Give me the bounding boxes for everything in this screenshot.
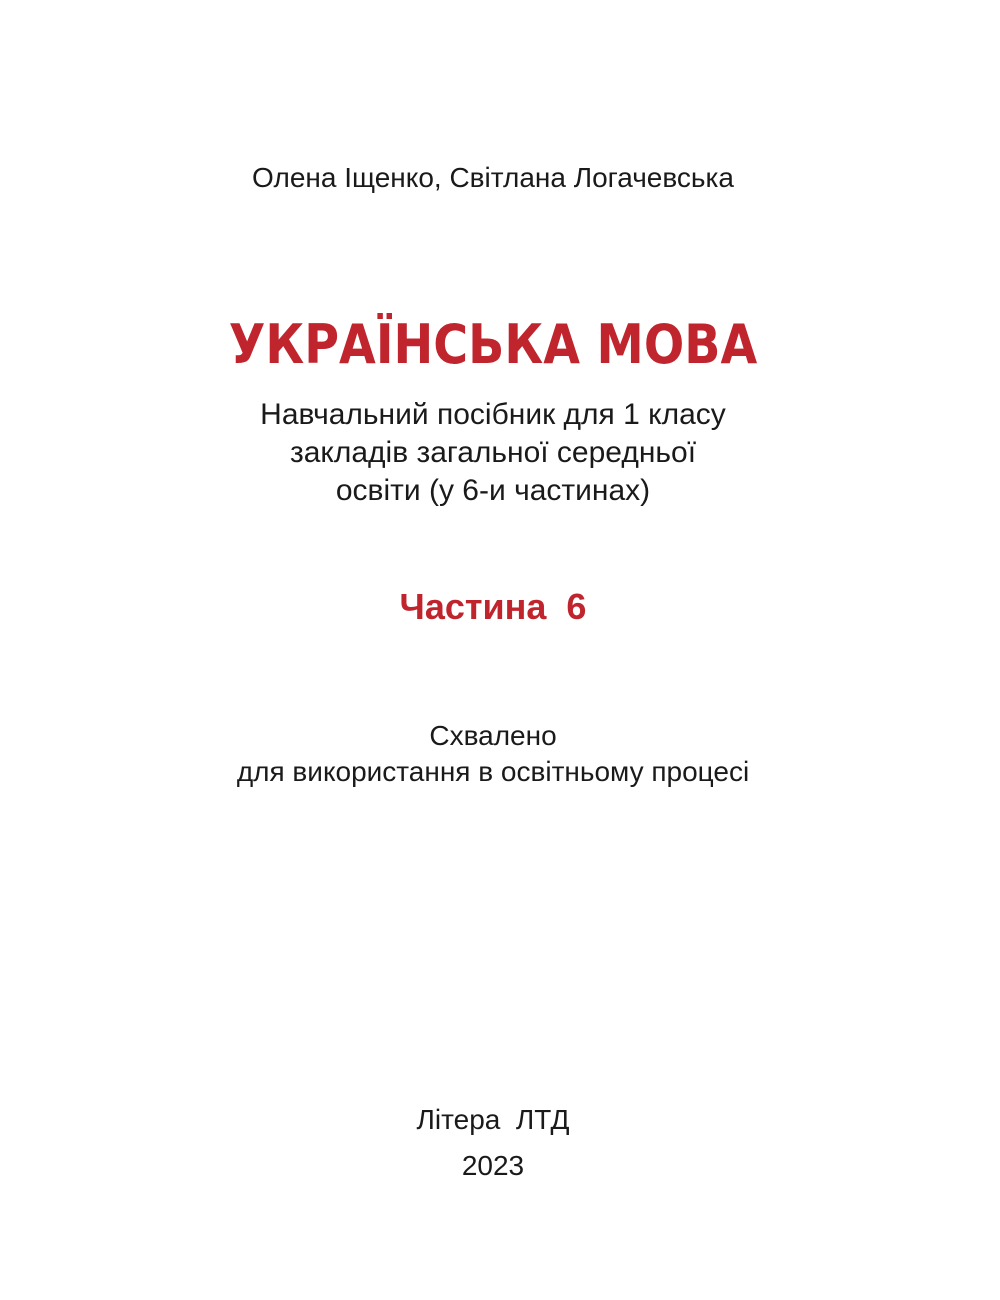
approval-note (0, 718, 986, 790)
book-part (0, 585, 986, 629)
subtitle-line-3: освіти (у 6-и частинах) (335, 474, 651, 507)
subtitle-line-2: закладів загальної середньої (289, 436, 697, 469)
book-subtitle (0, 396, 986, 510)
book-authors: Олена Іщенко, Світлана Логачевська (252, 162, 734, 193)
approval-line-2: для використання в освітньому процесі (236, 756, 750, 787)
subtitle-line-1: Навчальний посібник для 1 класу (260, 398, 726, 431)
publication-year: 2023 (461, 1150, 525, 1181)
publisher-name: Літера ЛТД (416, 1104, 570, 1135)
part-label: Частина (399, 586, 547, 627)
part-number: 6 (566, 586, 587, 627)
approval-line-1: Схвалено (429, 720, 557, 751)
book-title: УКРАЇНСЬКА МОВА (228, 313, 758, 376)
